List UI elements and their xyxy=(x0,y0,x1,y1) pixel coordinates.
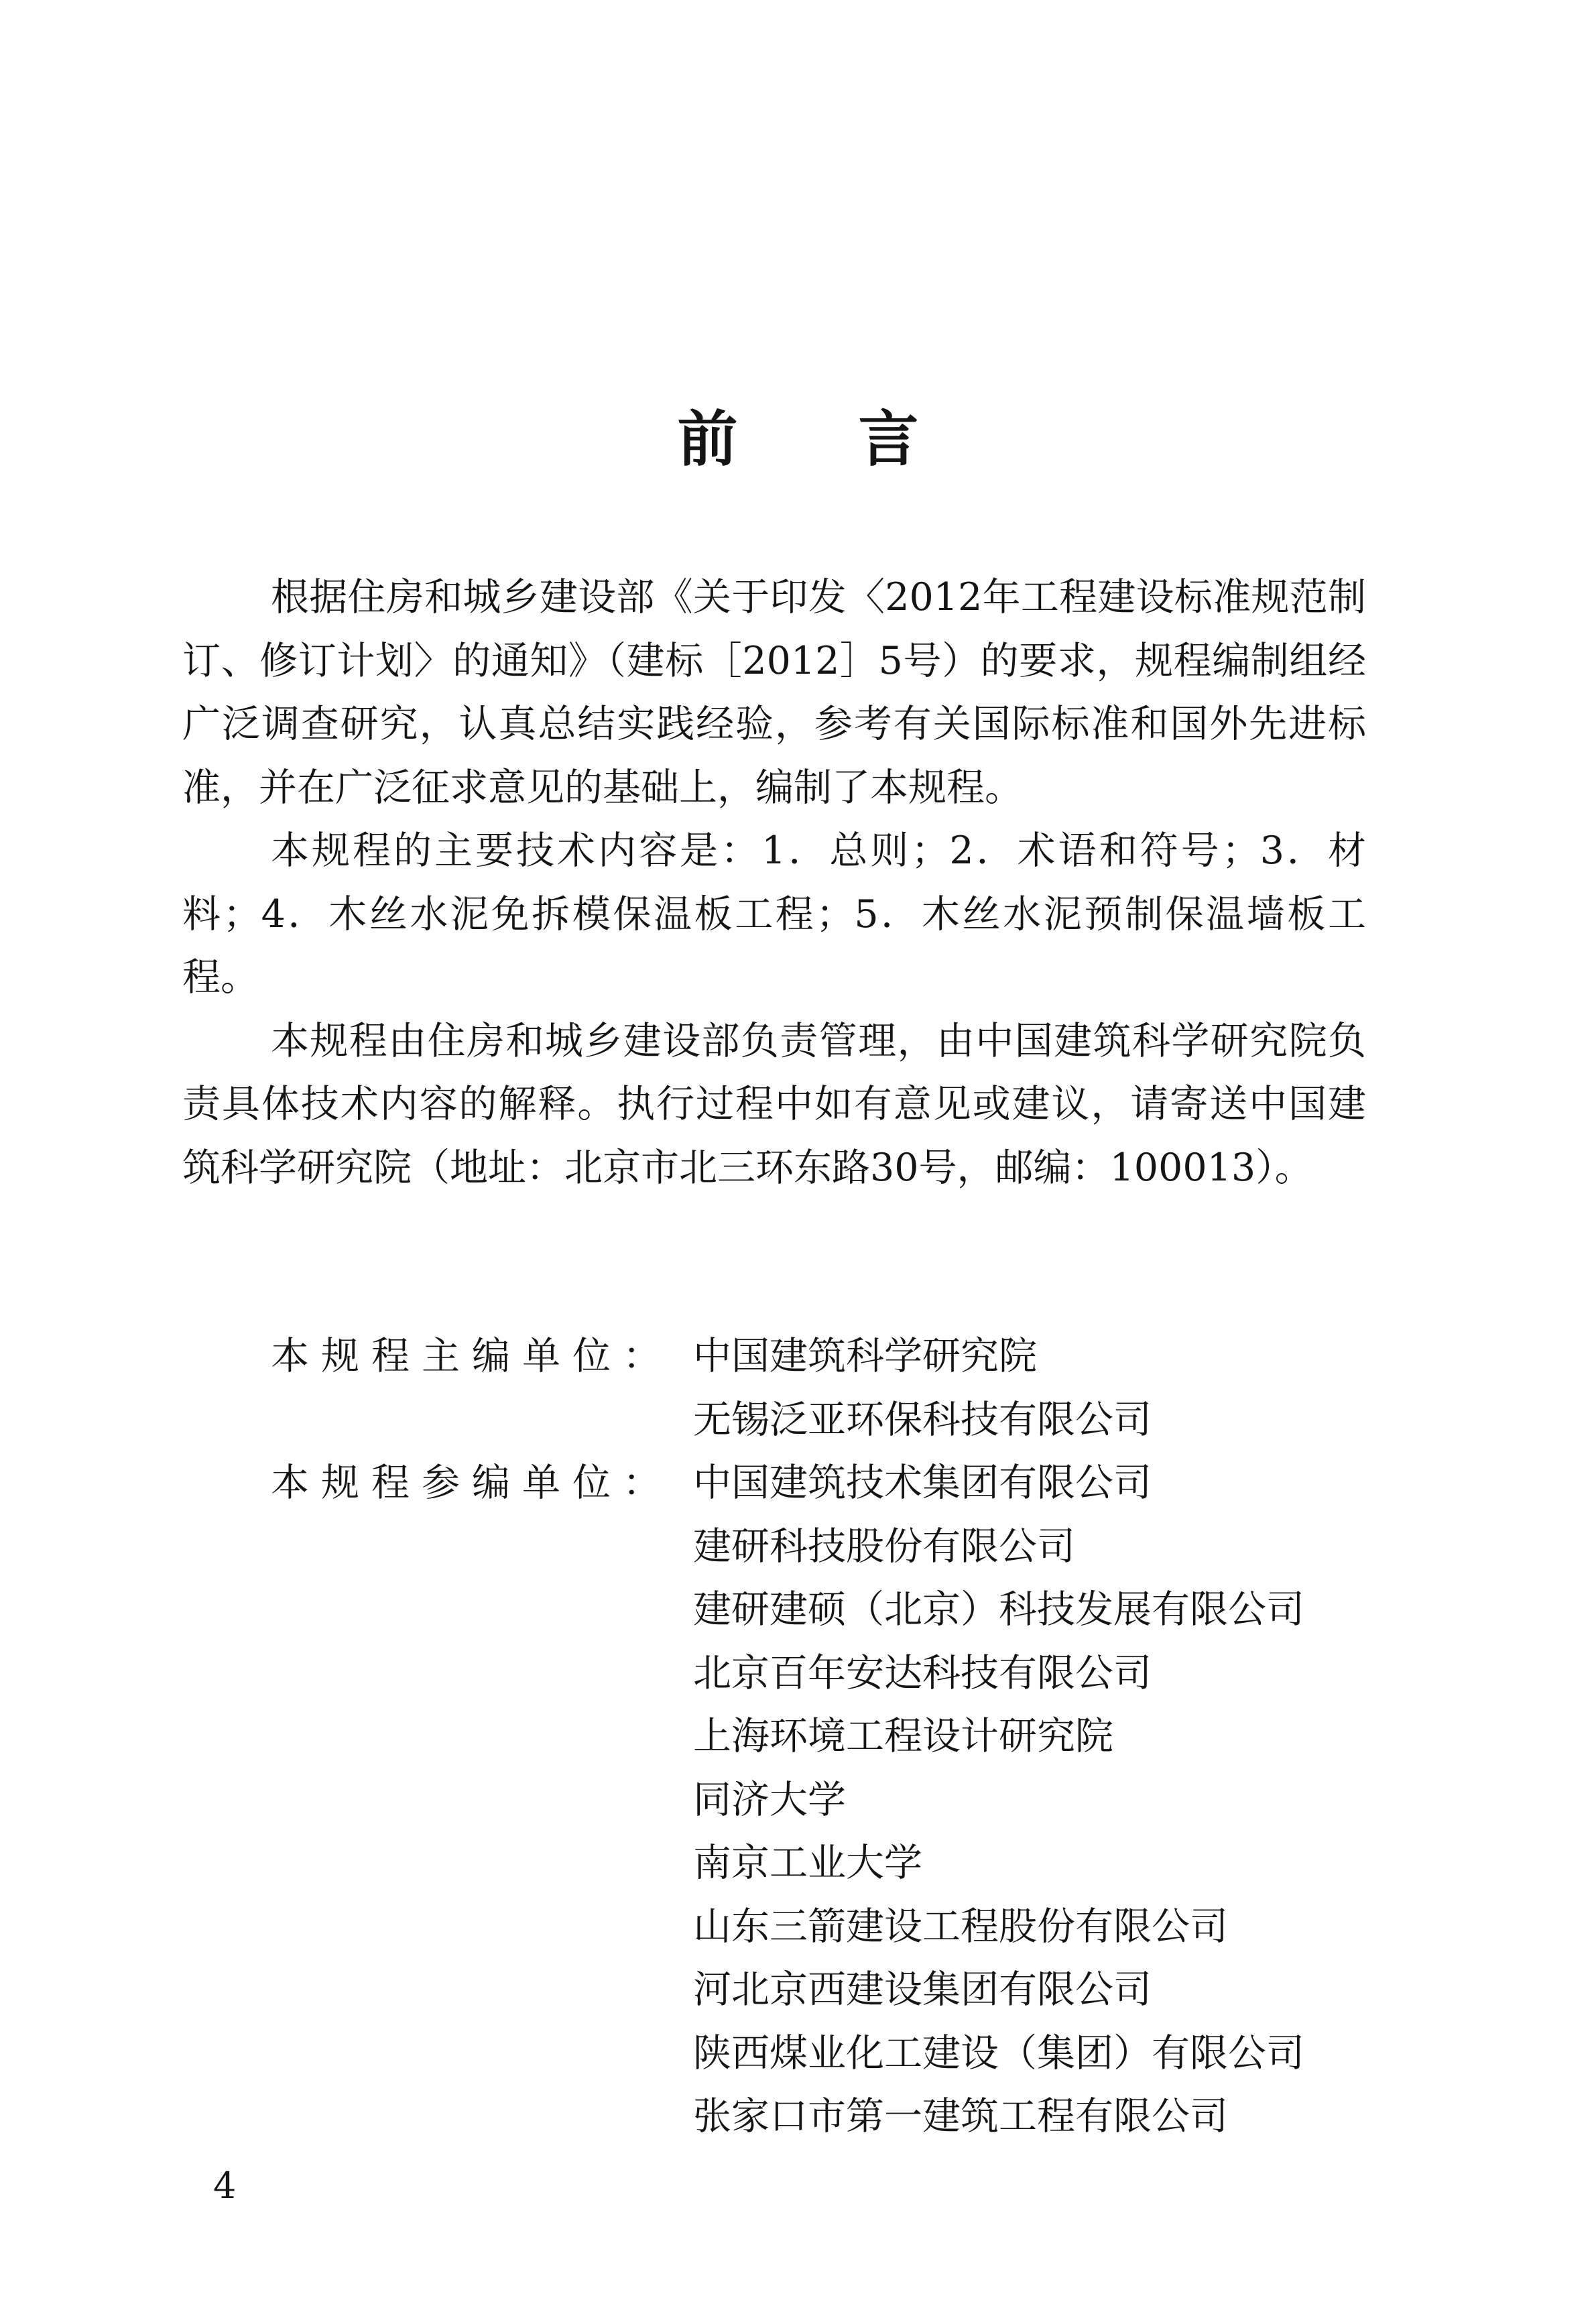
list-item: 山东三箭建设工程股份有限公司 xyxy=(693,1904,1228,1949)
paragraph-management: 本规程由住房和城乡建设部负责管理，由中国建筑科学研究院负责具体技术内容的解释。执行过程中如有意见或建议，请寄送中国建筑科学研究院（地址：北京市北三环东路30号，邮编：100013）。 xyxy=(182,1018,1366,1190)
chief-units-label: 本规程主编单位： xyxy=(271,1334,673,1378)
list-item: 陕西煤业化工建设（集团）有限公司 xyxy=(693,2030,1304,2075)
chief-units-list xyxy=(693,1325,1152,1451)
chief-units-group xyxy=(271,1325,1384,1451)
list-item: 无锡泛亚环保科技有限公司 xyxy=(693,1397,1152,1442)
list-item: 建研建硕（北京）科技发展有限公司 xyxy=(693,1587,1304,1632)
list-item: 中国建筑技术集团有限公司 xyxy=(693,1461,1152,1505)
editing-units xyxy=(271,1325,1384,2148)
participating-units-label: 本规程参编单位： xyxy=(271,1461,673,1505)
list-item: 张家口市第一建筑工程有限公司 xyxy=(693,2094,1228,2138)
preface-body xyxy=(182,566,1366,1199)
list-item: 南京工业大学 xyxy=(693,1841,922,1885)
list-item: 河北京西建设集团有限公司 xyxy=(693,1967,1152,2012)
participating-units-group xyxy=(271,1451,1384,2148)
list-item: 建研科技股份有限公司 xyxy=(693,1524,1075,1569)
participating-units-list xyxy=(693,1451,1304,2148)
paragraph-basis: 根据住房和城乡建设部《关于印发〈2012年工程建设标准规范制订、修订计划〉的通知》（建标［2012］5号）的要求，规程编制组经广泛调查研究，认真总结实践经验，参考有关国际标准和国外先进标准，并在广泛征求意见的基础上，编制了本规程。 xyxy=(182,575,1366,810)
list-item: 上海环境工程设计研究院 xyxy=(693,1714,1113,1758)
list-item: 中国建筑科学研究院 xyxy=(693,1334,1037,1378)
list-item: 北京百年安达科技有限公司 xyxy=(693,1650,1152,1695)
paragraph-contents: 本规程的主要技术内容是：1．总则；2．术语和符号；3．材料；4．木丝水泥免拆模保温板工程；5．木丝水泥预制保温墙板工程。 xyxy=(182,829,1366,999)
list-item: 同济大学 xyxy=(693,1777,846,1822)
page-title: 前言 xyxy=(677,404,1040,475)
page-number: 4 xyxy=(213,2165,237,2207)
